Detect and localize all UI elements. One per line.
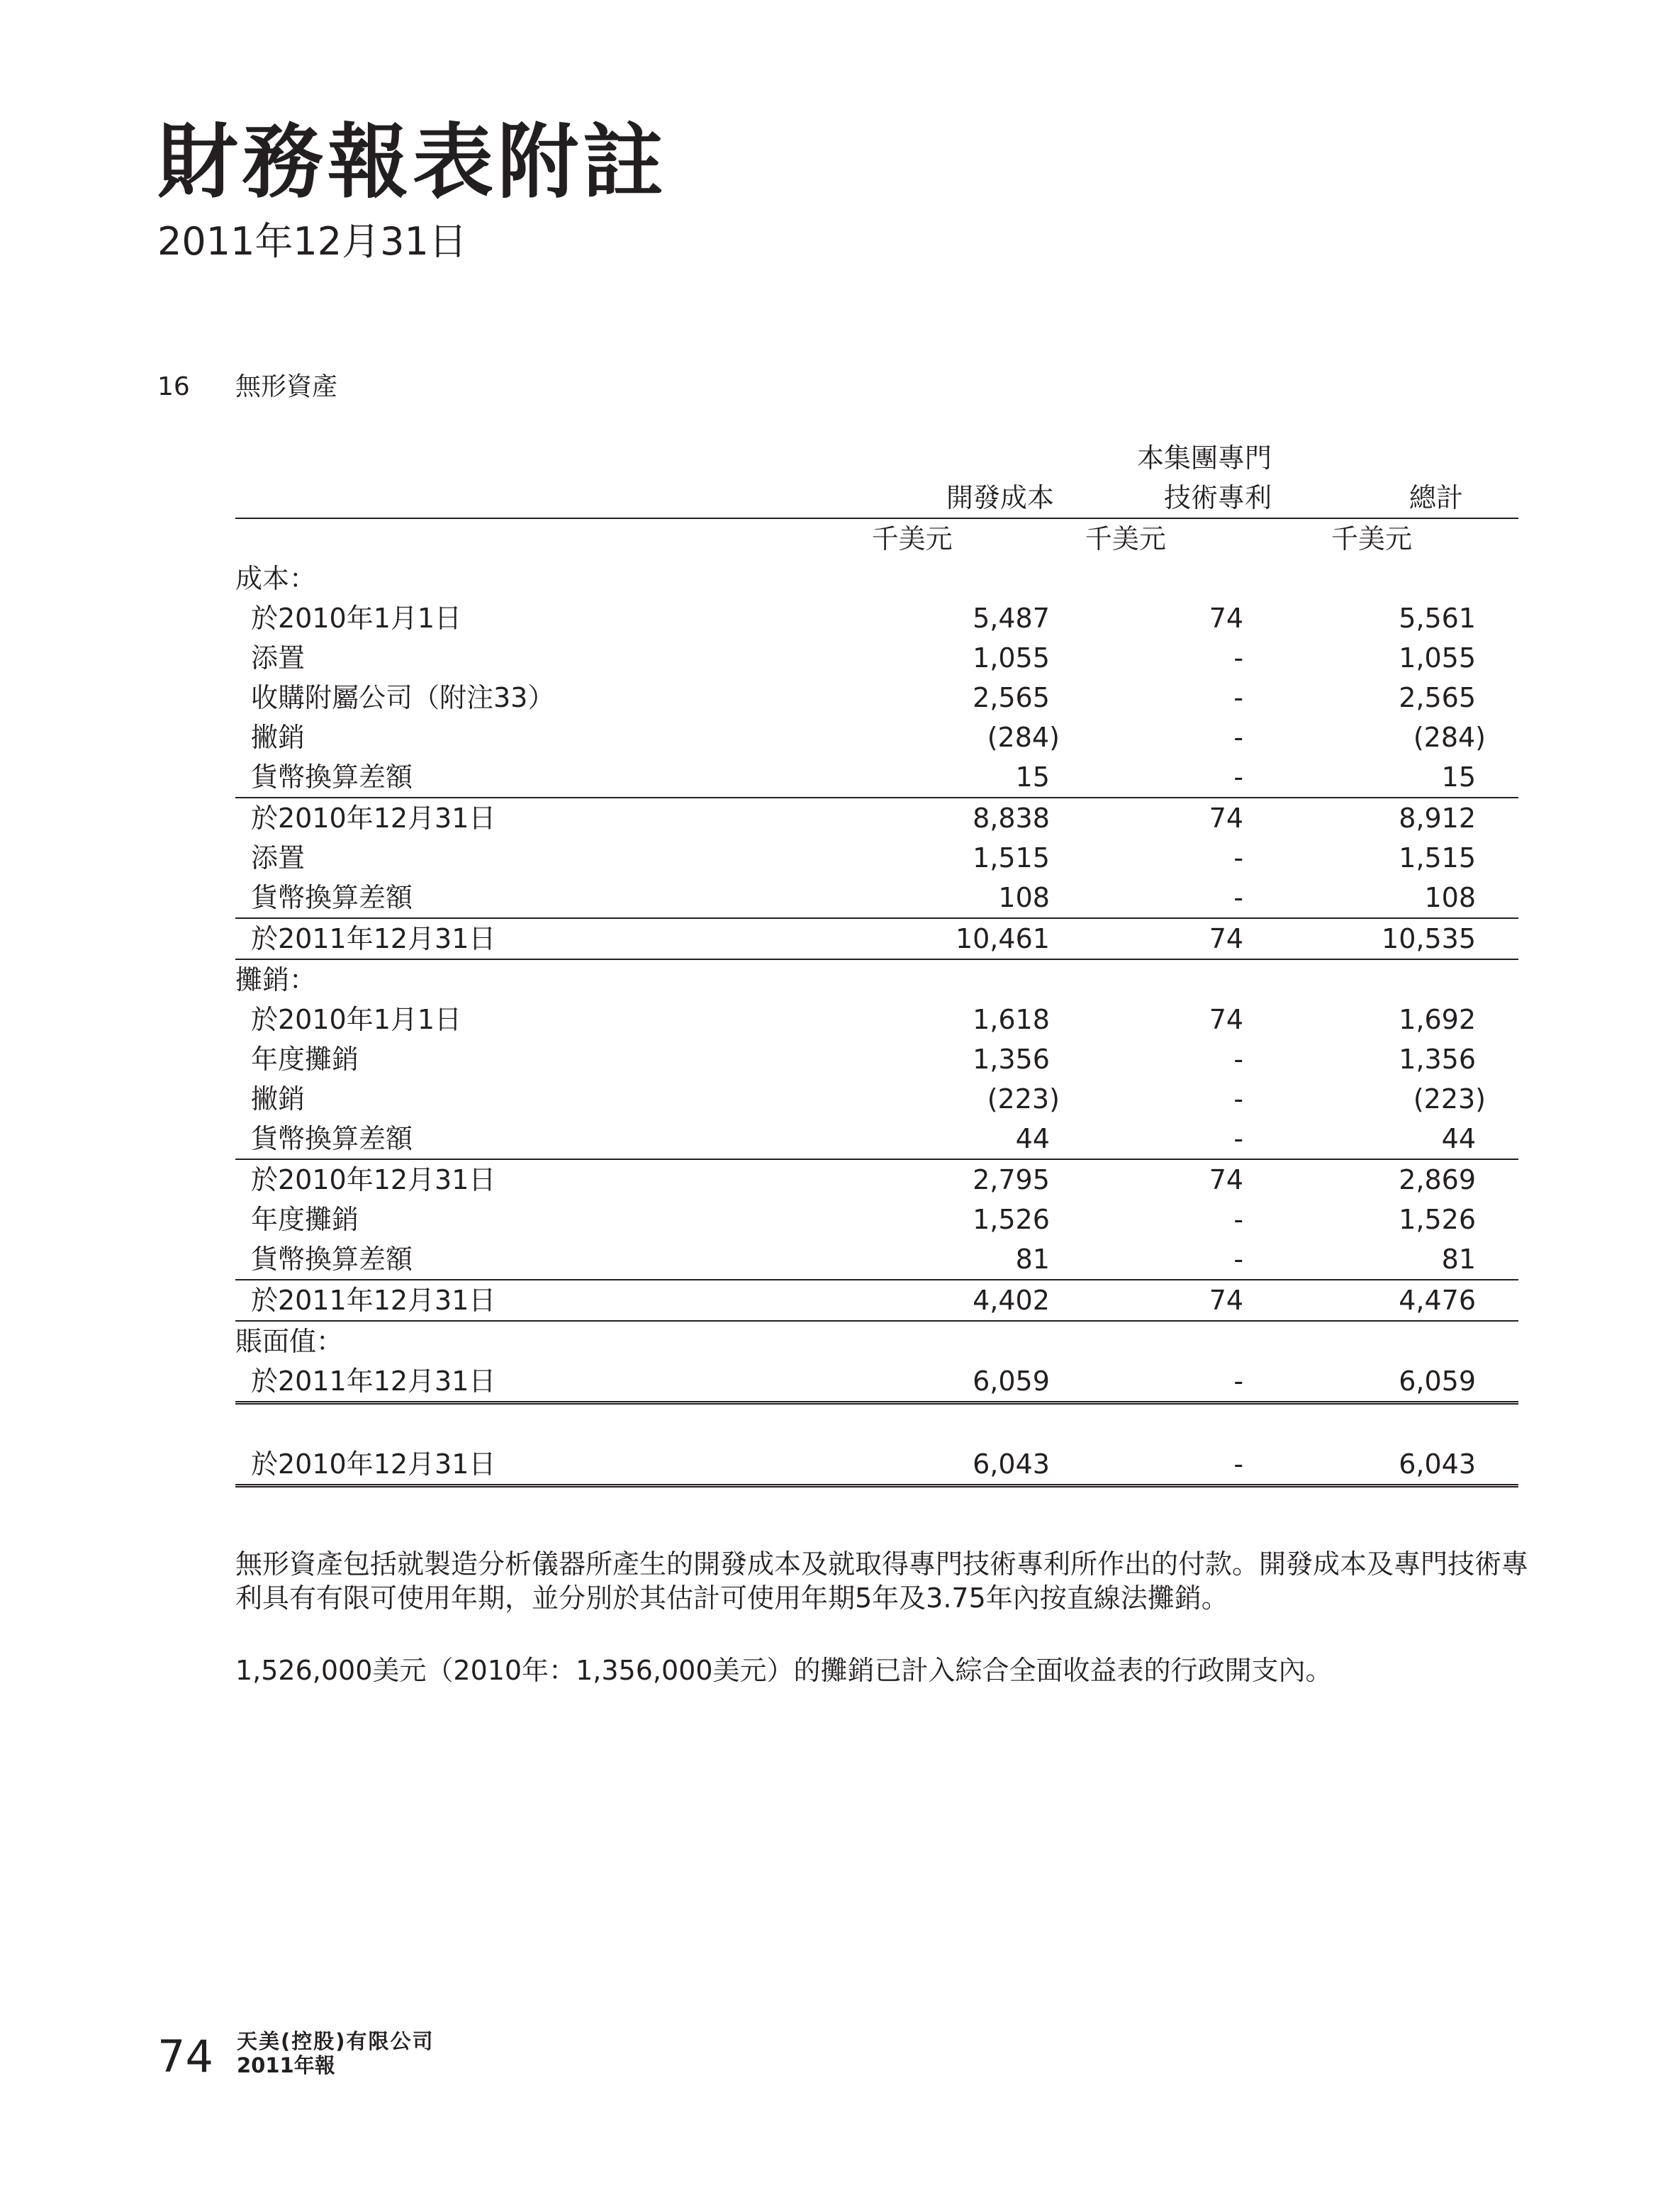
row-label: 於2011年12月31日 (235, 1280, 872, 1321)
table-row (235, 638, 1518, 678)
cell-development-cost: 5,487 (973, 603, 1050, 634)
section-header-row (235, 1321, 1518, 1361)
cell-total: 1,526 (1399, 1204, 1476, 1235)
cell-development-cost: 6,043 (872, 1444, 1085, 1486)
cell-tech-patent: - (1233, 1244, 1244, 1275)
row-label: 於2010年12月31日 (235, 1444, 872, 1486)
cell-tech-patent: - (1233, 1204, 1244, 1235)
table-row (235, 678, 1518, 718)
row-label: 撇銷 (251, 722, 306, 753)
cell-tech-patent: - (1085, 1361, 1331, 1403)
cell-total: 8,912 (1331, 798, 1518, 838)
cell-total: 15 (1441, 761, 1476, 793)
row-label: 於2011年12月31日 (235, 918, 872, 959)
table-row (235, 1079, 1518, 1119)
row-label: 撇銷 (251, 1083, 306, 1115)
cell-tech-patent: - (1233, 842, 1244, 873)
cell-development-cost: 8,838 (872, 798, 1085, 838)
row-label: 貨幣換算差額 (251, 1123, 413, 1154)
cell-tech-patent: 74 (1085, 1159, 1331, 1200)
cell-tech-patent: - (1233, 1123, 1244, 1154)
table-row-total (235, 1280, 1518, 1321)
table-row (235, 718, 1518, 757)
cell-development-cost: 2,565 (973, 682, 1050, 713)
table-row-total (235, 918, 1518, 959)
table-row-subtotal (235, 798, 1518, 838)
cell-tech-patent: - (1233, 682, 1244, 713)
cell-development-cost: 6,059 (872, 1361, 1085, 1403)
cell-development-cost: 15 (1015, 761, 1050, 793)
row-label: 年度攤銷 (251, 1044, 359, 1075)
annual-report-label: 2011年報 (237, 2053, 335, 2077)
page-subtitle-date: 2011年12月31日 (157, 219, 467, 264)
cell-total: 44 (1441, 1123, 1476, 1154)
cell-tech-patent: 74 (1085, 1280, 1331, 1321)
cell-development-cost: 1,055 (973, 642, 1050, 674)
cell-development-cost: (284) (987, 722, 1060, 753)
note-number: 16 (157, 372, 190, 401)
header-row-2 (235, 478, 1518, 518)
intangible-assets-table (235, 438, 1518, 1487)
section-label-amortisation: 攤銷： (235, 959, 1518, 1000)
row-label: 添置 (251, 642, 306, 674)
column-header-development-cost: 開發成本 (946, 482, 1054, 513)
table-row (235, 838, 1518, 878)
cell-development-cost: 81 (1015, 1244, 1050, 1275)
table-row (235, 1119, 1518, 1159)
page-title: 財務報表附註 (157, 115, 668, 209)
section-header-row (235, 959, 1518, 1000)
table-row-subtotal (235, 1159, 1518, 1200)
column-header-total: 總計 (1409, 482, 1463, 513)
cell-total: 2,869 (1331, 1159, 1518, 1200)
cell-tech-patent: 74 (1209, 603, 1244, 634)
cell-total: 10,535 (1331, 918, 1518, 959)
column-header-tech-line1: 本集團專門 (1137, 442, 1272, 474)
table-row (235, 598, 1518, 638)
cell-total: 6,043 (1331, 1444, 1518, 1486)
row-label: 貨幣換算差額 (251, 1244, 413, 1275)
cell-development-cost: 4,402 (872, 1280, 1085, 1321)
row-label: 於2011年12月31日 (235, 1361, 872, 1403)
cell-tech-patent: - (1233, 1044, 1244, 1075)
unit-label: 千美元 (1331, 518, 1518, 559)
unit-row (235, 518, 1518, 559)
section-header-row (235, 559, 1518, 598)
cell-tech-patent: - (1233, 642, 1244, 674)
section-label-carrying-amount: 賬面值： (235, 1321, 1518, 1361)
cell-tech-patent: - (1085, 1444, 1331, 1486)
cell-total: 6,059 (1331, 1361, 1518, 1403)
page-number: 74 (157, 2031, 213, 2082)
cell-total: 4,476 (1331, 1280, 1518, 1321)
cell-development-cost: 1,526 (973, 1204, 1050, 1235)
cell-total: 108 (1424, 882, 1476, 913)
row-label: 貨幣換算差額 (251, 761, 413, 793)
table-row (235, 1200, 1518, 1239)
cell-total: 1,692 (1399, 1004, 1476, 1035)
cell-tech-patent: - (1233, 761, 1244, 793)
cell-development-cost: 108 (998, 882, 1050, 913)
table-row (235, 757, 1518, 798)
table-row (235, 1000, 1518, 1039)
table-row (235, 1039, 1518, 1079)
cell-total: 1,515 (1399, 842, 1476, 873)
explanatory-paragraph: 無形資產包括就製造分析儀器所產生的開發成本及就取得專門技術專利所作出的付款。開發成本及專門技術專利具有有限可使用年期，並分別於其估計可使用年期5年及3.75年內按直線法攤銷。 (235, 1548, 1529, 1614)
unit-label: 千美元 (872, 518, 1085, 559)
row-label: 添置 (251, 842, 306, 873)
cell-development-cost: 1,618 (973, 1004, 1050, 1035)
cell-development-cost: 10,461 (872, 918, 1085, 959)
cell-tech-patent: - (1233, 882, 1244, 913)
cell-tech-patent: - (1233, 722, 1244, 753)
cell-development-cost: 1,356 (973, 1044, 1050, 1075)
table-row (235, 878, 1518, 918)
section-label-cost: 成本： (235, 563, 317, 594)
cell-total: 1,356 (1399, 1044, 1476, 1075)
cell-total: 81 (1441, 1244, 1476, 1275)
row-label: 年度攤銷 (251, 1204, 359, 1235)
row-label: 於2010年12月31日 (235, 798, 872, 838)
table-row-carrying-2011 (235, 1361, 1518, 1403)
cell-development-cost: 2,795 (872, 1159, 1085, 1200)
cell-development-cost: (223) (987, 1083, 1060, 1115)
row-label: 收購附屬公司（附注33） (251, 682, 555, 713)
cell-tech-patent: - (1233, 1083, 1244, 1115)
cell-tech-patent: 74 (1209, 1004, 1244, 1035)
row-label: 於2010年1月1日 (251, 603, 462, 634)
row-label: 於2010年12月31日 (235, 1159, 872, 1200)
row-label: 於2010年1月1日 (251, 1004, 462, 1035)
table-row-carrying-2010 (235, 1444, 1518, 1486)
cell-tech-patent: 74 (1085, 918, 1331, 959)
header-row-1 (235, 438, 1518, 478)
cell-total: 5,561 (1399, 603, 1476, 634)
cell-development-cost: 44 (1015, 1123, 1050, 1154)
table-row (235, 1239, 1518, 1280)
note-title: 無形資產 (235, 372, 338, 401)
cell-tech-patent: 74 (1085, 798, 1331, 838)
cell-development-cost: 1,515 (973, 842, 1050, 873)
column-header-tech-line2: 技術專利 (1164, 482, 1272, 513)
cell-total: 1,055 (1399, 642, 1476, 674)
company-name: 天美(控股)有限公司 (237, 2029, 435, 2053)
cell-total: (284) (1413, 722, 1486, 753)
cell-total: (223) (1413, 1083, 1486, 1115)
cell-total: 2,565 (1399, 682, 1476, 713)
row-label: 貨幣換算差額 (251, 882, 413, 913)
amortisation-paragraph: 1,526,000美元（2010年：1,356,000美元）的攤銷已計入綜合全面收益表的行政開支內。 (235, 1655, 1333, 1686)
unit-label: 千美元 (1085, 518, 1331, 559)
